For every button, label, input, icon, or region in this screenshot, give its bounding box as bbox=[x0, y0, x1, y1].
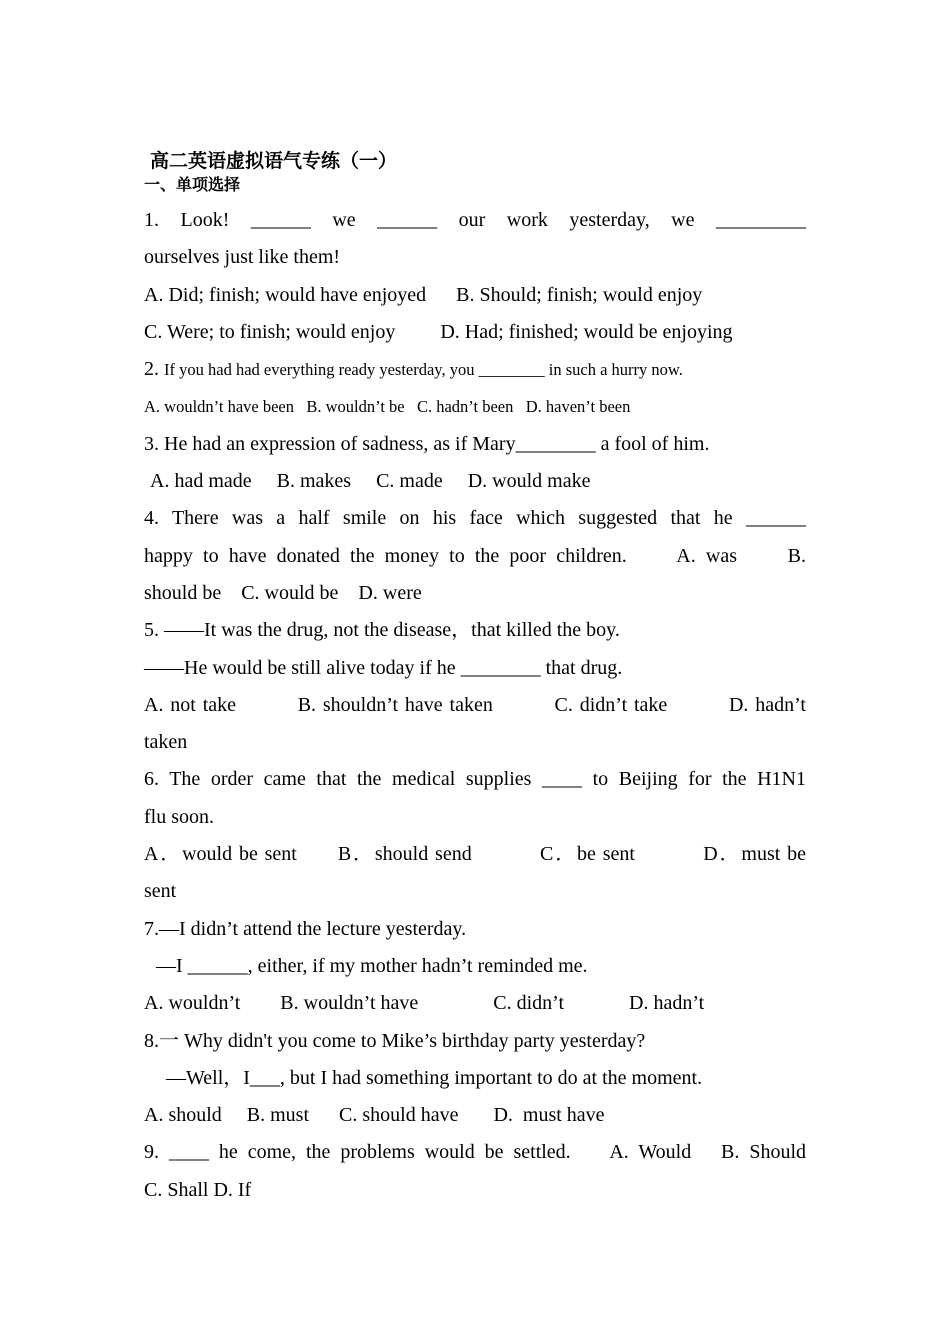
q2-number: 2. bbox=[144, 358, 159, 381]
q5-stem-line1: 5. ——It was the drug, not the disease，that killed the boy. bbox=[144, 619, 620, 642]
q6-stem-line1: 6. The order came that the medical supplies ____ to Beijing for the H1N1 bbox=[144, 768, 806, 791]
document-title: 高二英语虚拟语气专练（一） bbox=[150, 150, 398, 172]
q6-options: A．would be sent B．should send C．be sent D．must be bbox=[144, 843, 806, 866]
q5-options: A. not take B. shouldn’t have taken C. didn’t take D. hadn’t bbox=[144, 693, 806, 716]
q1-options-cd: C. Were; to finish; would enjoy D. Had; finished; would be enjoying bbox=[144, 320, 733, 343]
q1-stem-line1: 1. Look! ______ we ______ our work yesterday, we _________ bbox=[144, 209, 806, 231]
q4-stem-line2: happy to have donated the money to the poor children. A. was B. bbox=[144, 544, 806, 567]
document-page bbox=[144, 148, 806, 1209]
q8-stem-line1: 8.一 Why didn't you come to Mike’s birthday party yesterday? bbox=[144, 1029, 646, 1052]
q7-stem-line1: 7.—I didn’t attend the lecture yesterday. bbox=[144, 917, 467, 940]
q5-options-wrap: taken bbox=[144, 731, 188, 754]
q8-stem-line2: —Well，I___, but I had something important to do at the moment. bbox=[166, 1066, 703, 1089]
section-heading: 一、单项选择 bbox=[144, 175, 241, 194]
q8-options: A. should B. must C. should have D. must have bbox=[144, 1104, 605, 1127]
q2-stem bbox=[144, 351, 806, 388]
q4-stem-line3: should be C. would be D. were bbox=[144, 581, 422, 604]
q7-stem-line2: —I ______, either, if my mother hadn’t reminded me. bbox=[156, 954, 588, 977]
q1-stem-line2: ourselves just like them! bbox=[144, 246, 341, 269]
q2-options: A. wouldn’t have been B. wouldn’t be C. hadn’t been D. haven’t been bbox=[144, 397, 631, 417]
q5-stem-line2: ——He would be still alive today if he ________ that drug. bbox=[144, 656, 623, 679]
q4-stem-line1: 4. There was a half smile on his face which suggested that he ______ bbox=[144, 507, 806, 530]
q9-options-wrap: C. Shall D. If bbox=[144, 1178, 252, 1201]
q1-options-ab: A. Did; finish; would have enjoyed B. Should; finish; would enjoy bbox=[144, 283, 703, 306]
q7-options: A. wouldn’t B. wouldn’t have C. didn’t D. hadn’t bbox=[144, 992, 705, 1015]
q6-stem-line2: flu soon. bbox=[144, 805, 214, 828]
q3-options: A. had made B. makes C. made D. would make bbox=[150, 470, 591, 493]
q6-options-wrap: sent bbox=[144, 880, 177, 903]
q9-stem: 9. ____ he come, the problems would be settled. A. Would B. Should bbox=[144, 1141, 806, 1164]
q3-stem: 3. He had an expression of sadness, as if Mary________ a fool of him. bbox=[144, 432, 710, 455]
q2-stem-text: If you had had everything ready yesterday, you ________ in such a hurry now. bbox=[164, 360, 683, 380]
